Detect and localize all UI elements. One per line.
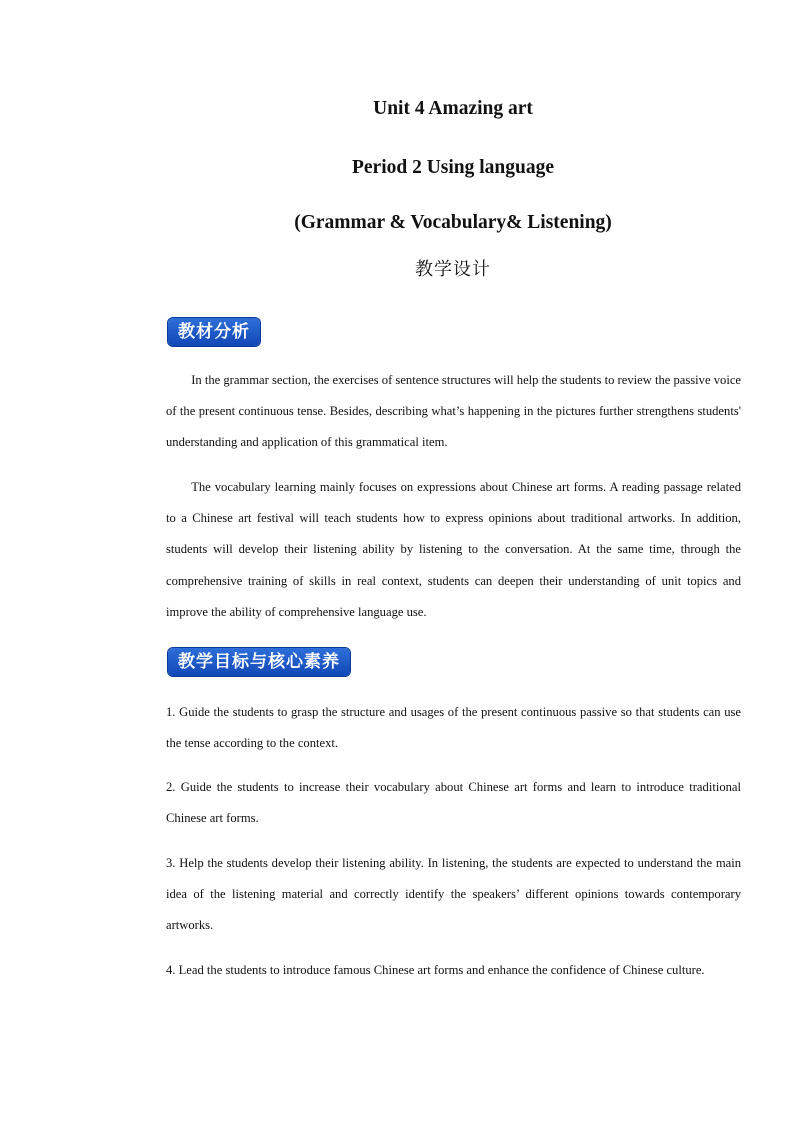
unit-title: Unit 4 Amazing art [373,98,533,119]
design-label: 教学设计 [415,259,491,280]
section-heading-objectives: 教学目标与核心素养 [168,648,350,676]
objective-item-4: 4. Lead the students to introduce famous Chinese art forms and enhance the confidence of Chinese culture. [166,963,705,977]
section-heading-analysis: 教材分析 [168,318,260,346]
lesson-subtitle: (Grammar & Vocabulary& Listening) [294,212,612,233]
period-title: Period 2 Using language [351,157,555,178]
objective-item-2: 2. Guide the students to increase their vocabulary about Chinese art forms and learn to introduce traditional Chinese art forms. [166,780,741,826]
analysis-paragraph-1: In the grammar section, the exercises of sentence structures will help the students to review the passive voice of the present continuous tense. Besides, describing what’s happening in the pictures further strengthens students' understanding and application of this grammatical item. [166,373,741,450]
objective-item-1: 1. Guide the students to grasp the structure and usages of the present continuous passive so that students can use the tense according to the context. [166,705,741,751]
objective-item-3: 3. Help the students develop their listening ability. In listening, the students are expected to understand the main idea of the listening material and correctly identify the speakers’ different opinions towards contemporary artworks. [166,856,741,933]
analysis-paragraph-2: The vocabulary learning mainly focuses on expressions about Chinese art forms. A reading passage related to a Chinese art festival will teach students how to express opinions about traditional artworks. In addition, students will develop their listening ability by listening to the conversation. At the same time, through the comprehensive training of skills in real context, students can deepen their understanding of unit topics and improve the ability of comprehensive language use. [166,480,741,619]
